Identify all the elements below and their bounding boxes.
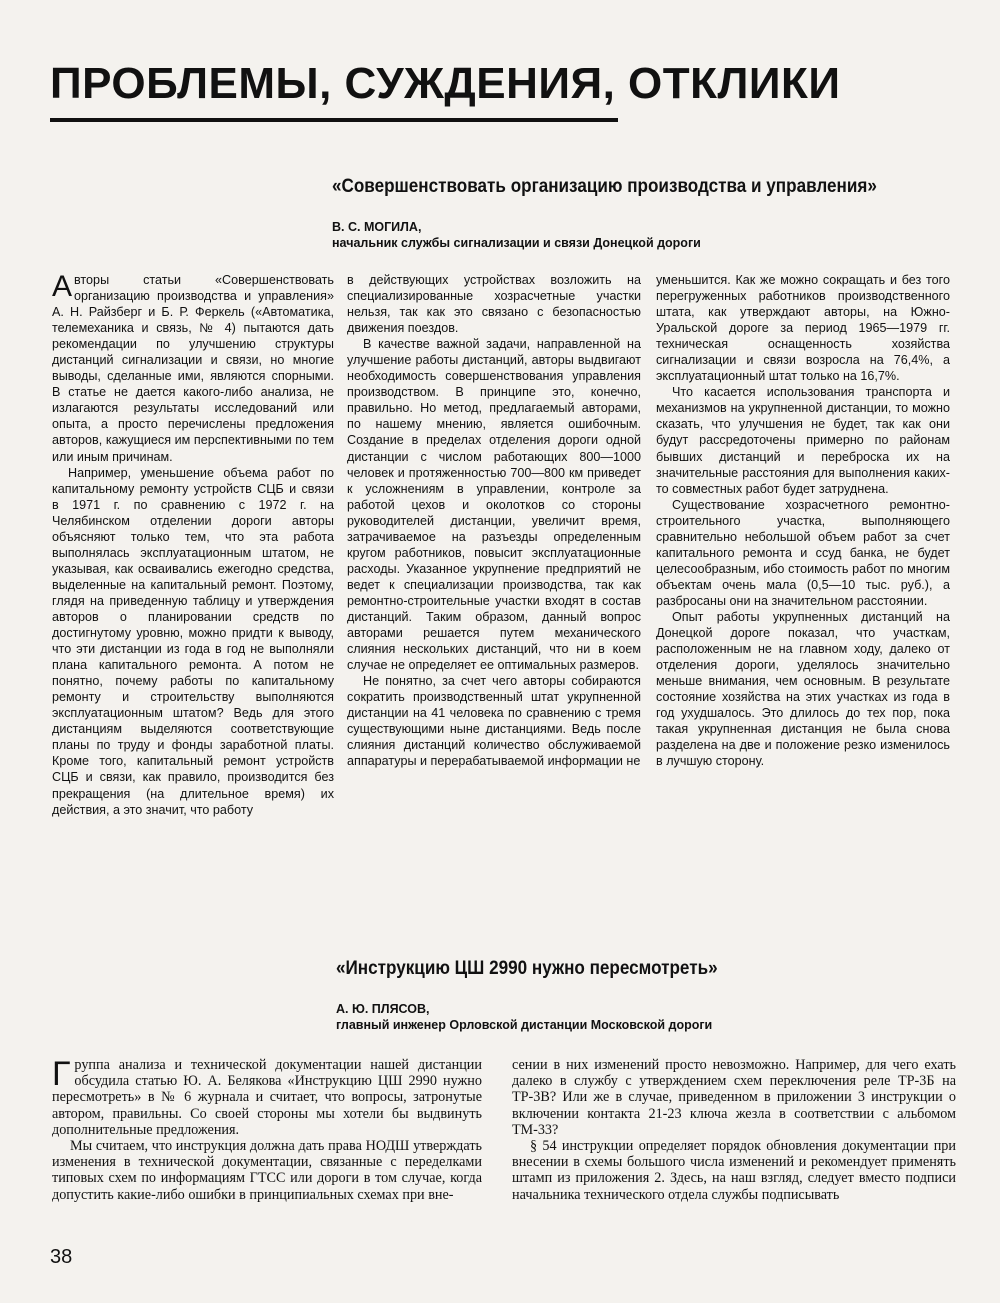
paragraph: § 54 инструкции определяет порядок обновления документации при внесении в схемы большого числа изменений и рекомендует применять штамп из приложения 2. Здесь, на наш взгляд, следует вместо подписи начальника технического отдела службы подписывать bbox=[512, 1138, 956, 1203]
article1-column-1 bbox=[52, 272, 334, 896]
paragraph: в действующих устройствах возложить на специализированные хозрасчетные участки нельзя, так как это связано с безопасностью движения поездов. bbox=[347, 273, 641, 336]
header-rule bbox=[50, 118, 618, 122]
article2-title: «Инструкцию ЦШ 2990 нужно пересмотреть» bbox=[336, 958, 718, 979]
paragraph: уменьшится. Как же можно сокращать и без того перегруженных работников производственного штата, как утверждают авторы, на Южно-Уральской дороге за период 1965—1979 гг. техническая оснащенность хозяйства сигнализации и связи возросла на 76,4%, а эксплуатационный штат только на 16,7%. bbox=[656, 273, 950, 384]
article2-author-role: главный инженер Орловской дистанции Московской дороги bbox=[336, 1018, 713, 1032]
paragraph bbox=[52, 1057, 482, 1138]
article1-author-name: В. С. МОГИЛА, bbox=[332, 220, 422, 234]
page-number: 38 bbox=[50, 1246, 73, 1268]
article1-column-3 bbox=[656, 272, 950, 896]
paragraph: В качестве важной задачи, направленной на улучшение работы дистанций, авторы выдвигают необходимость совершенствования управления производством. В принципе это, конечно, правильно. Но метод, предлагаемый авторами, по нашему мнению, является ошибочным. Создание в пределах отделения дороги одной дистанции с числом работающих 800—1000 человек и протяженностью 700—800 км приведет к усложнениям в управлении, контроле за работой цехов и околотков со стороны руководителей дистанции, увеличит время, затрачиваемое на разъезды определенным кругом работников, повысит эксплуатационные расходы. Указанное укрупнение предприятий не ведет к специализации производства, так как ремонтно-строительные участки входят в состав дистанций. Таким образом, данный вопрос авторами решается путем механического слияния нескольких дистанций, что ни в коем случае не определяет ее оптимальных размеров. bbox=[347, 337, 641, 673]
section-header: ПРОБЛЕМЫ, СУЖДЕНИЯ, ОТКЛИКИ bbox=[50, 59, 841, 108]
paragraph: Опыт работы укрупненных дистанций на Донецкой дороге показал, что участкам, расположенным не на главном ходу, далеко от отделения дороги, уделялось значительно меньше внимания, чем основным. В результате состояние хозяйства на этих участках из года в год ухудшалось. Это длилось до тех пор, пока такая укрупненная дистанция не была снова разделена на две и положение резко изменилось в лучшую сторону. bbox=[656, 609, 950, 769]
drop-cap: Г bbox=[52, 1057, 71, 1093]
article2-column-1 bbox=[52, 1057, 482, 1243]
article2-column-2 bbox=[512, 1057, 956, 1261]
paragraph bbox=[52, 272, 334, 465]
article2-author-name: А. Ю. ПЛЯСОВ, bbox=[336, 1002, 430, 1016]
paragraph: Что касается использования транспорта и механизмов на укрупненной дистанции, то можно сказать, что улучшения не будет, так как они будут рассредоточены примерно по районам бывших дистанций и переброска их на значительные расстояния для выполнения каких-то совместных работ будет затруднена. bbox=[656, 385, 950, 496]
paragraph: сении в них изменений просто невозможно. Например, для чего ехать далеко в службу с утверждением схем переключения реле ТР-3Б на ТР-3В? Или же в случае, приведенном в приложении 3 инструкции о включении контакта 21-23 ключа жезла в соответствии с альбомом ТМ-33? bbox=[512, 1057, 956, 1138]
paragraph: Не понятно, за счет чего авторы собираются сократить производственный штат укрупненной дистанции на 41 человека по сравнению с тремя существующими ныне дистанциями. Ведь после слияния дистанций количество обслуживаемой аппаратуры и перерабатываемой информации не bbox=[347, 674, 641, 769]
paragraph: Существование хозрасчетного ремонтно-строительного участка, выполняющего сравнительно небольшой объем работ за счет капитального ремонта и ссуд банка, не будет целесообразным, ибо стоимость работ по многим объектам очень мала (0,5—10 тыс. руб.), а разбросаны они на значительном расстоянии. bbox=[656, 497, 950, 608]
paragraph-text: вторы статьи «Совершенствовать организацию производства и управления» А. Н. Райзберг и Б. Р. Феркель («Автоматика, телемеханика и связь, № 4) пытаются дать рекомендации по улучшению структуры дистанций сигнализации и связи, но многие выводы, сделанные ими, являются спорными. В статье не дается какого-либо анализа, не излагаются результаты исследований или опыта, а просто перечислены предложения авторов, кажущиеся им перспективными по тем или иным причинам. bbox=[52, 273, 334, 464]
paragraph-text: руппа анализа и технической документации нашей дистанции обсудила статью Ю. А. Белякова «Инструкцию ЦШ 2990 нужно пересмотреть» в № 6 журнала и считает, что вопросы, затронутые автором, правильны. Со своей стороны мы хотели бы выдвинуть дополнительные предложения. bbox=[52, 1057, 482, 1138]
paragraph: Мы считаем, что инструкция должна дать права НОДШ утверждать изменения в технической документации, связанные с переделками типовых схем по информациям ГТСС или дороги в том случае, когда допустить какие-либо ошибки в принципиальных схемах при вне- bbox=[52, 1138, 482, 1203]
article1-column-2 bbox=[347, 272, 641, 896]
article1-author-role: начальник службы сигнализации и связи Донецкой дороги bbox=[332, 236, 701, 250]
article1-title: «Совершенствовать организацию производства и управления» bbox=[332, 176, 877, 197]
drop-cap: А bbox=[52, 272, 73, 303]
paragraph: Например, уменьшение объема работ по капитальному ремонту устройств СЦБ и связи в 1971 г. по сравнению с 1972 г. на Челябинском отделении дороги авторы объясняют только тем, что эта работа выполнялась эксплуатационным штатом, не указывая, как осваивались ежегодно средства, выделенные на капитальный ремонт. Поэтому, глядя на приведенную таблицу и утверждения авторов о планировании средств по достигнутому уровню, можно придти к выводу, что эти дистанции из года в год не выполняли плана капитального ремонта. А потом не понятно, почему работы по капитальному ремонту и строительству выполняются эксплуатационным штатом? Ведь для этого дистанциям выделяются соответствующие планы по труду и фонды заработной платы. Кроме того, капитальный ремонт устройств СЦБ и связи, как правило, производится без прекращения (на длительное время) их действия, а это значит, что работу bbox=[52, 465, 334, 817]
